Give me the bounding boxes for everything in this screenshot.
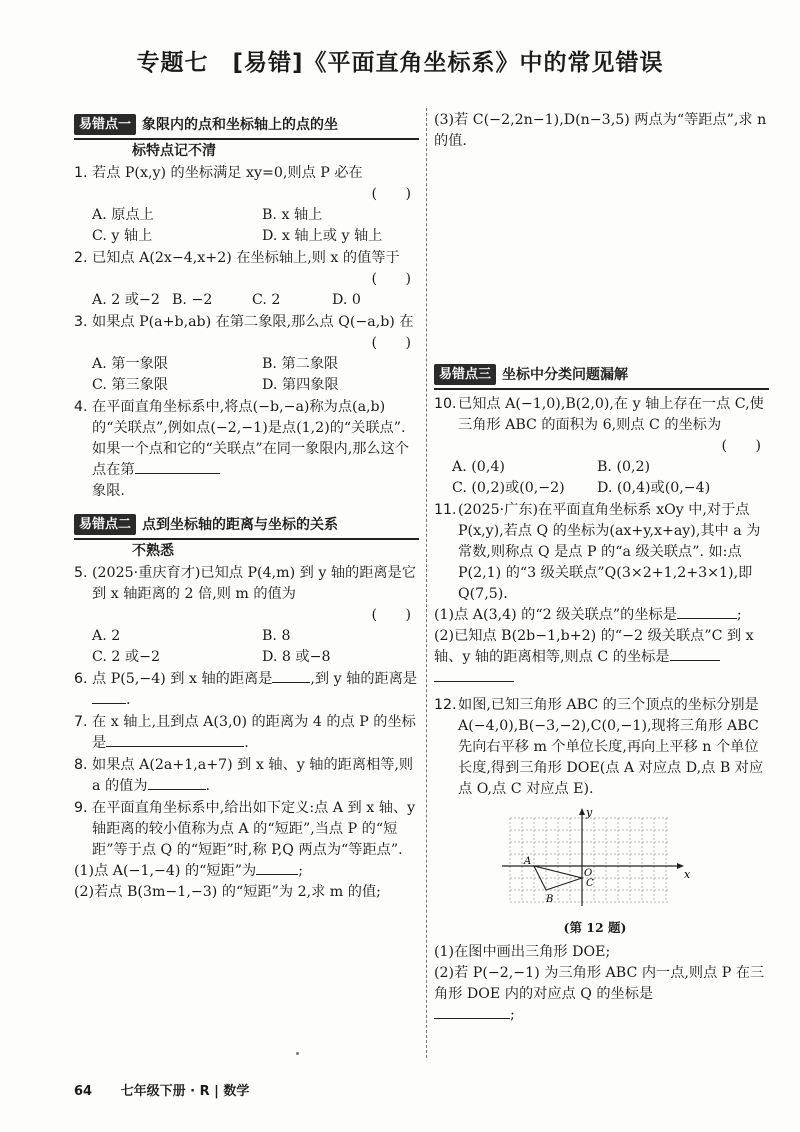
option[interactable]: C. (0,2)或(0,−2) [452,480,565,496]
answer-blank[interactable] [92,703,126,704]
point-c-label: C [586,878,594,889]
question-5: 5. (2025·重庆育才)已知点 P(4,m) 到 y 轴的距离是它到 x 轴距离的 2 倍,则 m 的值为 ( ) [74,563,419,626]
question-3: 3. 如果点 P(a+b,ab) 在第二象限,那么点 Q(−a,b) 在 ( ) [74,312,419,354]
question-11-part-2: (2)已知点 B(2b−1,b+2) 的“−2 级关联点”C 到 x 轴、y 轴的距离相等,则点 C 的坐标是 [434,626,769,689]
question-3-options [74,354,419,396]
book-label: 七年级下册 · R | 数学 [120,1084,250,1099]
answer-blank[interactable] [148,789,206,790]
answer-blank[interactable] [106,746,244,747]
left-column [74,110,419,903]
answer-paren[interactable]: ( ) [371,271,411,287]
option[interactable]: D. 0 [332,292,361,308]
option[interactable]: B. −2 [172,292,213,308]
answer-paren[interactable]: ( ) [721,438,761,454]
answer-blank[interactable] [670,660,720,661]
option[interactable]: C. y 轴上 [92,228,153,244]
question-10: 10. 已知点 A(−1,0),B(2,0),在 y 轴上存在一点 C,使三角形 ABC 的面积为 6,则点 C 的坐标为 ( ) [434,394,769,457]
section-1-tag: 易错点一 [74,114,136,135]
question-2-options [74,290,419,311]
question-4-text: 在平面直角坐标系中,将点(−b,−a)称为点(a,b)的“关联点”,例如点(−2,−1)是点(1,2)的“关联点”. 如果一个点和它的“关联点”在同一象限内,那么这个点在第 [92,399,409,478]
section-1-title-cont: 标特点记不清 [132,143,216,159]
question-1: 1. 若点 P(x,y) 的坐标满足 xy=0,则点 P 必在 ( ) [74,163,419,205]
option[interactable]: D. 8 或−8 [262,649,331,665]
option[interactable]: D. x 轴上或 y 轴上 [262,228,383,244]
section-2-title: 点到坐标轴的距离与坐标的关系 [142,517,339,533]
question-4-tail: 象限. [92,483,125,499]
option[interactable]: D. 第四象限 [262,377,339,393]
question-4: 4. 在平面直角坐标系中,将点(−b,−a)称为点(a,b)的“关联点”,例如点(−2,−1)是点(1,2)的“关联点”. 如果一个点和它的“关联点”在同一象限内,那么这个点在第 象限. [74,399,409,499]
question-10-options [434,457,769,499]
option[interactable]: A. 2 [92,628,121,644]
right-column [434,110,769,1026]
question-2: 2. 已知点 A(2x−4,x+2) 在坐标轴上,则 x 的值等于 ( ) [74,248,419,290]
question-1-options [74,205,419,247]
question-11: 11. (2025·广东)在平面直角坐标系 xOy 中,对于点 P(x,y),若点 Q 的坐标为(ax+y,x+ay),其中 a 为常数,则称点 Q 是点 P 的“a 级关联点”. 如:点 P(2,1) 的“3 级关联点”Q(3×2+1,2+3×1),即 Q(7,5). [434,502,761,602]
section-3-tag: 易错点三 [434,364,496,385]
answer-blank[interactable] [677,618,737,619]
section-3-header [434,364,769,390]
option[interactable]: C. 第三象限 [92,377,169,393]
question-12-part-1: (1)在图中画出三角形 DOE; [434,944,611,960]
answer-paren[interactable]: ( ) [371,186,411,202]
option[interactable]: C. 2 或−2 [92,649,161,665]
question-6: 6. 点 P(5,−4) 到 x 轴的距离是 ,到 y 轴的距离是. [74,671,418,708]
x-axis-label: x [684,868,690,881]
option[interactable]: C. 2 [252,292,281,308]
question-9-part-1: (1)点 A(−1,−4) 的“短距”为 ; [74,863,303,879]
answer-blank[interactable] [434,1018,510,1019]
question-1-text: 若点 P(x,y) 的坐标满足 xy=0,则点 P 必在 [92,165,363,181]
question-5-text: (2025·重庆育才)已知点 P(4,m) 到 y 轴的距离是它到 x 轴距离的 2 倍,则 m 的值为 [92,565,416,602]
question-11-part-1: (1)点 A(3,4) 的“2 级关联点”的坐标是 ; [434,607,742,623]
option[interactable]: A. 2 或−2 [92,292,160,308]
question-7: 7. 在 x 轴上,且到点 A(3,0) 的距离为 4 的点 P 的坐标是 . [74,714,416,751]
print-dot [296,1052,299,1055]
option[interactable]: B. 8 [262,628,291,644]
option[interactable]: B. x 轴上 [262,207,323,223]
option[interactable]: D. (0,4)或(0,−4) [597,480,711,496]
answer-blank[interactable] [135,473,220,474]
coordinate-grid [500,808,690,908]
y-axis-label: y [586,808,593,819]
section-1-header [74,114,419,140]
option[interactable]: B. (0,2) [597,459,651,475]
point-b-label: B [546,894,554,905]
question-12: 12. 如图,已知三角形 ABC 的三个顶点的坐标分别是 A(−4,0),B(−3,−2),C(0,−1),现将三角形 ABC 先向右平移 m 个单位长度,再向上平移 n 个单位长度,得到三角形 DOE(点 A 对应点 D,点 B 对应点 O,点 C 对应点 E). [434,697,764,797]
question-9-part-2: (2)若点 B(3m−1,−3) 的“短距”为 2,求 m 的值; [74,884,381,900]
option[interactable]: A. (0,4) [452,459,505,475]
question-9: 9. 在平面直角坐标系中,给出如下定义:点 A 到 x 轴、y 轴距离的较小值称为点 A 的“短距”,当点 P 的“短距”等于点 Q 的“短距”时,称 P,Q 两点为“等距点”. [74,800,416,858]
page-title: 专题七 [易错]《平面直角坐标系》中的常见错误 [136,50,664,76]
answer-blank[interactable] [256,874,298,875]
page-footer [74,1080,249,1099]
option[interactable]: B. 第二象限 [262,356,339,372]
origin-label: O [584,868,593,879]
answer-paren[interactable]: ( ) [371,335,411,351]
section-2-tag: 易错点二 [74,514,136,535]
answer-paren[interactable]: ( ) [371,607,411,623]
option[interactable]: A. 第一象限 [92,356,169,372]
question-12-part-2: (2)若 P(−2,−1) 为三角形 ABC 内一点,则点 P 在三角形 DOE 内的对应点 Q 的坐标是 ; [434,965,765,1023]
question-8: 8. 如果点 A(2a+1,a+7) 到 x 轴、y 轴的距离相等,则 a 的值为 . [74,757,414,794]
question-2-text: 已知点 A(2x−4,x+2) 在坐标轴上,则 x 的值等于 [92,250,400,266]
page-number: 64 [74,1084,93,1099]
section-2-title-cont: 不熟悉 [132,543,174,559]
figure-caption: (第 12 题) [563,920,627,935]
section-1-title: 象限内的点和坐标轴上的点的坐 [142,117,339,133]
section-2-header [74,514,419,540]
question-3-text: 如果点 P(a+b,ab) 在第二象限,那么点 Q(−a,b) 在 [92,314,414,330]
section-3-title: 坐标中分类问题漏解 [502,367,629,383]
option[interactable]: A. 原点上 [92,207,154,223]
answer-blank[interactable] [272,682,310,683]
question-9-part-3: (3)若 C(−2,2n−1),D(n−3,5) 两点为“等距点”,求 n 的值. [434,112,767,149]
point-a-label: A [524,856,532,867]
column-divider [426,108,427,1058]
coordinate-grid-figure [500,808,690,938]
question-5-options [74,626,419,668]
answer-blank[interactable] [434,681,514,682]
